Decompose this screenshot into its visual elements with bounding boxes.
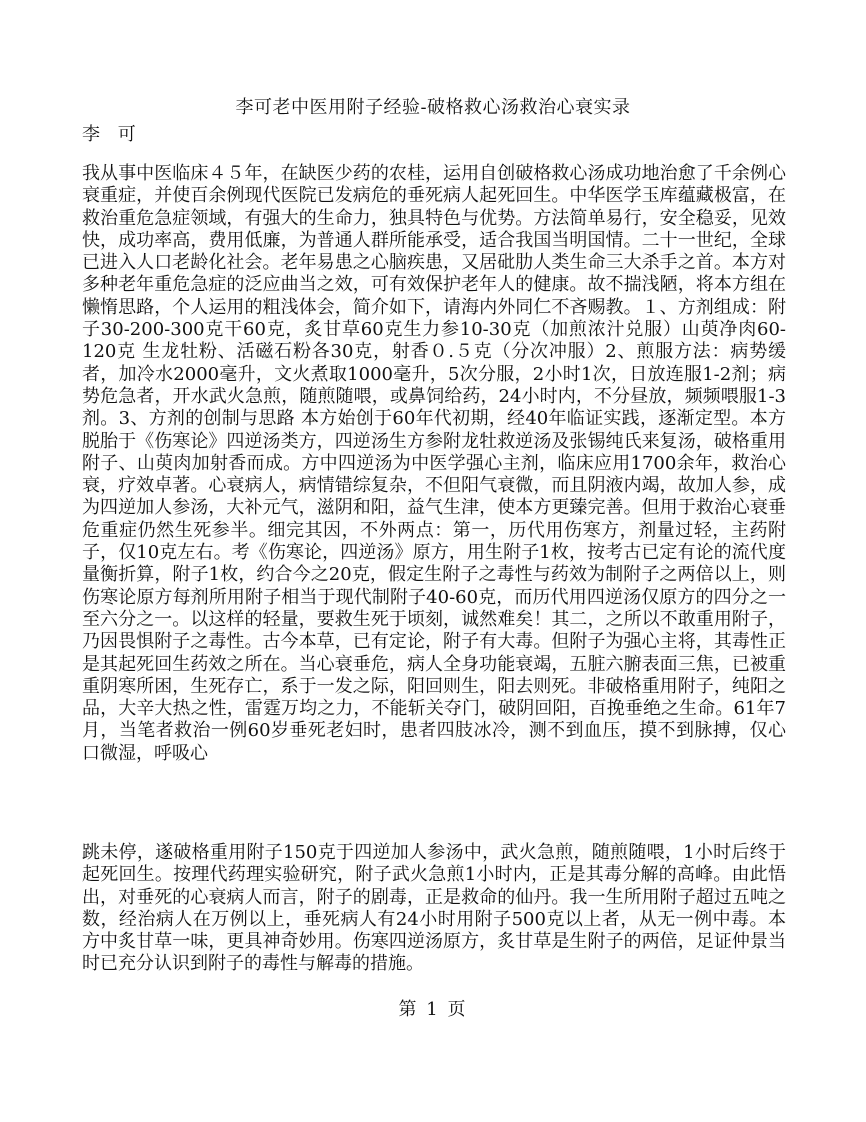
body-paragraph-1: 我从事中医临床４５年，在缺医少药的农桂，运用自创破格救心汤成功地治愈了千余例心衰重症，并使百余例现代医院已发病危的垂死病人起死回生。中华医学玉库蕴藏极富，在救治重危急症领域，有强大的生命力，独具特色与优势。方法简单易行，安全稳妥，见效快，成功率高，费用低廉，为普通人群所能承受，适合我国当明国情。二十一世纪，全球已进入人口老龄化社会。老年易患之心脑疾患，又居砒肋人类生命三大杀手之首。本方对多种老年重危急症的泛应曲当之效，可有效保护老年人的健康。故不揣浅陋，将本方组在懒惰思路，个人运用的粗浅体会，简介如下，请海内外同仁不吝赐教。１、方剂组成：附子30-200-300克干60克，炙甘草60克生力参10-30克（加煎浓汁兑服）山萸净肉60-120克 生龙牡粉、活磁石粉各30克，射香０.５克（分次冲服）2、煎服方法：病势缓者，加冷水2000毫升，文火煮取1000毫升，5次分服，2小时1次，日放连服1-2剂；病势危急者，开水武火急煎，随煎随喂，或鼻饲给药，24小时内，不分昼放，频频喂服1-3剂。3、方剂的创制与思路 本方始创于60年代初期，经40年临证实践，逐渐定型。本方脱胎于《伤寒论》四逆汤类方，四逆汤生方参附龙牡救逆汤及张锡纯氏来复汤，破格重用附子、山萸肉加射香而成。方中四逆汤为中医学强心主剂，临床应用1700余年，救治心衰，疗效卓著。心衰病人，病情错综复杂，不但阳气衰微，而且阴液内竭，故加人参，成为四逆加人参汤，大补元气，滋阴和阳，益气生津，使本方更臻完善。但用于救治心衰垂危重症仍然生死参半。细完其因，不外两点：第一，历代用伤寒方，剂量过轻，主药附子，仅10克左右。考《伤寒论，四逆汤》原方，用生附子1枚，按考古已定有论的流代度量衡折算，附子1枚，约合今之20克，假定生附子之毒性与药效为制附子之两倍以上，则伤寒论原方每剂所用附子相当于现代制附子40-60克，而历代用四逆汤仅原方的四分之一至六分之一。以这样的轻量，要救生死于顷刻，诚然难矣！其二，之所以不敢重用附子，乃因畏惧附子之毒性。古今本草，已有定论，附子有大毒。但附子为强心主将，其毒性正是其起死回生药效之所在。当心衰垂危，病人全身功能衰竭，五脏六腑表面三焦，已被重重阴寒所困，生死存亡，系于一发之际，阳回则生，阳去则死。非破格重用附子，纯阳之品，大辛大热之性，雷霆万均之力，不能斩关夺门，破阴回阳，百挽垂绝之生命。61年7月，当笔者救治一例60岁垂死老妇时，患者四肢冰冷，测不到血压，摸不到脉搏，仅心口微湿，呼吸心 bbox=[82, 163, 786, 764]
body-paragraph-2: 跳未停，遂破格重用附子150克于四逆加人参汤中，武火急煎，随煎随喂，1小时后终于起死回生。按理代药理实验研究，附子武火急煎1小时内，正是其毒分解的高峰。由此悟出，对垂死的心衰病人而言，附子的剧毒，正是救命的仙丹。我一生所用附子超过五吨之数，经治病人在万例以上，垂死病人有24小时用附子500克以上者，从无一例中毒。本方中炙甘草一味，更具神奇妙用。伤寒四逆汤原方，炙甘草是生附子的两倍，足证仲景当时已充分认识到附子的毒性与解毒的措施。 bbox=[82, 842, 786, 975]
document-title: 李可老中医用附子经验-破格救心汤救治心衰实录 bbox=[235, 97, 631, 118]
author-name: 李 可 bbox=[82, 124, 142, 145]
page-number: 第 1 页 bbox=[398, 999, 468, 1020]
